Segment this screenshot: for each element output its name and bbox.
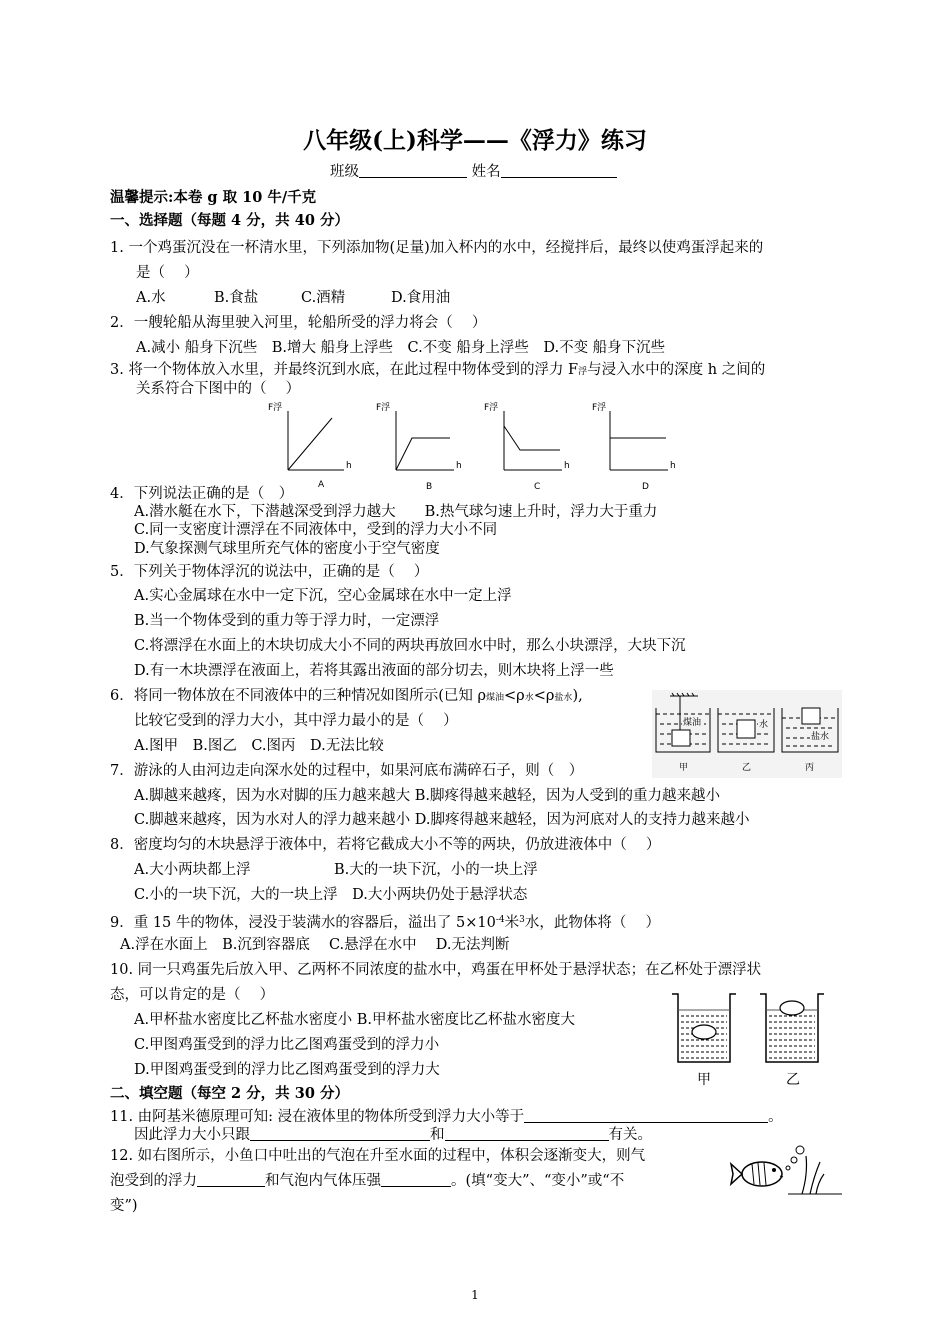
- q7-options-cd: C.脚越来越疼，因为水对人的浮力越来越小 D.脚疼得越来越轻，因为河底对人的支持力越来越小: [134, 812, 750, 828]
- q9-stem-part1: 9．重 15 牛的物体，浸没于装满水的容器后，溢出了 5×10: [110, 915, 496, 931]
- graph-a-y-label: F浮: [268, 403, 283, 413]
- graph-c: [484, 401, 570, 492]
- q12-line2: [110, 1172, 624, 1190]
- class-label: 班级: [330, 164, 359, 180]
- q11-line2: [134, 1126, 652, 1144]
- liquid-brine-label: 盐水: [811, 732, 830, 742]
- graph-b-y-label: F浮: [376, 403, 391, 413]
- q10-option-c: C.甲图鸡蛋受到的浮力比乙图鸡蛋受到的浮力小: [134, 1037, 440, 1053]
- q5-option-d: D.有一木块漂浮在液面上，若将其露出液面的部分切去，则木块将上浮一些: [134, 663, 614, 679]
- graph-d: [592, 401, 676, 492]
- q6-lt2: <ρ: [533, 688, 555, 704]
- graph-a: [268, 401, 352, 490]
- liquid-water-label: 水: [759, 720, 769, 730]
- fig-label-yi: 乙: [742, 763, 752, 773]
- q9-stem: [110, 911, 660, 932]
- graph-a-x-label: h: [346, 461, 352, 471]
- q4-option-d: D.气象探测气球里所充气体的密度小于空气密度: [134, 541, 440, 557]
- q4-stem: 4．下列说法正确的是（ ）: [110, 486, 294, 502]
- q7-stem: 7．游泳的人由河边走向深水处的过程中，如果河底布满碎石子，则（ ）: [110, 763, 584, 779]
- q1-stem-line2: 是（ ）: [136, 265, 199, 281]
- beaker-label-yi: 乙: [786, 1072, 800, 1088]
- liquid-kerosene-label: 煤油: [683, 718, 702, 728]
- q1-option-c: C.酒精: [301, 290, 346, 306]
- q11-blank-3[interactable]: [445, 1126, 609, 1141]
- q8-options-cd: C.小的一块下沉，大的一块上浮 D.大小两块仍处于悬浮状态: [134, 887, 528, 903]
- q1-stem-line1: 1. 一个鸡蛋沉没在一杯清水里，下列添加物(足量)加入杯内的水中，经搅拌后，最终以使鸡蛋浮起来的: [110, 240, 764, 256]
- q12-stem-part2: 和气泡内气体压强: [265, 1173, 381, 1189]
- q6-figure: [652, 690, 842, 778]
- fig-label-bing: 丙: [805, 763, 815, 773]
- q9-stem-part3: 水，此物体将（ ）: [524, 915, 660, 931]
- q6-sub-water: 水: [524, 693, 534, 703]
- q3-stem-part2: 与浸入水中的深度 h 之间的: [587, 362, 766, 378]
- q3-stem-part1: 3. 将一个物体放入水里，并最终沉到水底，在此过程中物体受到的浮力 F: [110, 362, 579, 378]
- q6-stem-part1: 6．将同一物体放在不同液体中的三种情况如图所示(已知 ρ: [110, 688, 487, 704]
- q10-options-ab: A.甲杯盐水密度比乙杯盐水密度小 B.甲杯盐水密度比乙杯盐水密度大: [134, 1012, 575, 1028]
- name-blank[interactable]: [501, 163, 617, 178]
- q9-exponent1: -4: [495, 915, 505, 925]
- q6-options: A.图甲 B.图乙 C.图丙 D.无法比较: [134, 738, 384, 754]
- q6-stem-end: ),: [572, 688, 583, 704]
- q12-line1: 12. 如右图所示，小鱼口中吐出的气泡在升至水面的过程中，体积会逐渐变大，则气: [110, 1148, 646, 1164]
- q4-option-c: C.同一支密度计漂浮在不同液体中，受到的浮力大小不同: [134, 522, 498, 538]
- beaker-jia: [672, 994, 736, 1088]
- q9-exponent2: 3: [519, 915, 525, 925]
- graph-c-label: C: [534, 482, 541, 492]
- q3-graphs: [262, 398, 682, 493]
- q12-blank-2[interactable]: [381, 1172, 451, 1187]
- graph-d-y-label: F浮: [592, 403, 607, 413]
- egg-yi: [780, 1001, 804, 1015]
- graph-b-label: B: [426, 482, 433, 492]
- q5-stem: 5．下列关于物体浮沉的说法中，正确的是（ ）: [110, 564, 429, 580]
- page-number: 1: [471, 1288, 479, 1302]
- beaker-yi: [760, 994, 824, 1088]
- q3-stem-line1: [110, 361, 765, 381]
- graph-b-x-label: h: [456, 461, 462, 471]
- egg-jia: [692, 1025, 716, 1039]
- q11-blank-2[interactable]: [250, 1126, 430, 1141]
- beaker-label-jia: 甲: [697, 1072, 711, 1088]
- q11-stem-part4: 有关。: [608, 1127, 652, 1143]
- q8-stem: 8．密度均匀的木块悬浮于液体中，若将它截成大小不等的两块，仍放进液体中（ ）: [110, 837, 661, 853]
- q6-sub-brine: 盐水: [554, 693, 573, 703]
- fig-label-jia: 甲: [679, 763, 689, 773]
- q11-stem-part3: 和: [430, 1127, 445, 1143]
- fish-bubbles-figure: [728, 1144, 844, 1200]
- q1-option-a: A.水: [136, 290, 166, 306]
- q9-stem-part2: 米: [504, 915, 520, 931]
- graph-d-label: D: [642, 482, 649, 492]
- graph-c-y-label: F浮: [484, 403, 499, 413]
- q4-options-ab: A.潜水艇在水下，下潜越深受到浮力越大 B.热气球匀速上升时，浮力大于重力: [134, 504, 658, 520]
- q1-option-b: B.食盐: [214, 290, 259, 306]
- q12-stem-part1: 泡受到的浮力: [110, 1173, 197, 1189]
- q11-blank-1[interactable]: [524, 1108, 768, 1123]
- q5-option-c: C.将漂浮在水面上的木块切成大小不同的两块再放回水中时，那么小块漂浮，大块下沉: [134, 638, 686, 654]
- student-info-line: [330, 163, 617, 181]
- q11-stem-part2: 因此浮力大小只跟: [134, 1127, 250, 1143]
- q2-stem: 2．一艘轮船从海里驶入河里，轮船所受的浮力将会（ ）: [110, 315, 487, 331]
- graph-c-x-label: h: [564, 461, 570, 471]
- q3-subscript: 浮: [578, 367, 588, 377]
- q12-stem-part3: 。(填“变大”、“变小”或“不: [451, 1173, 625, 1189]
- tip: 温馨提示:本卷 g 取 10 牛/千克: [110, 189, 317, 206]
- name-label: 姓名: [471, 164, 501, 180]
- graph-a-label: A: [318, 480, 325, 490]
- q1-option-d: D.食用油: [391, 290, 451, 306]
- q10-stem-line2: 态，可以肯定的是（ ）: [110, 987, 275, 1003]
- q2-options: A.减小 船身下沉些 B.增大 船身上浮些 C.不变 船身上浮些 D.不变 船身下沉些: [136, 340, 666, 356]
- q3-stem-line2: 关系符合下图中的（ ）: [136, 381, 301, 397]
- q8-option-b: B.大的一块下沉，小的一块上浮: [334, 862, 538, 878]
- q10-stem-line1: 10. 同一只鸡蛋先后放入甲、乙两杯不同浓度的盐水中，鸡蛋在甲杯处于悬浮状态；在乙杯处于漂浮状: [110, 962, 762, 978]
- section-2-heading: 二、填空题（每空 2 分，共 30 分）: [110, 1085, 349, 1102]
- q8-option-a: A.大小两块都上浮: [134, 862, 251, 878]
- graph-b: [376, 401, 462, 492]
- q9-options: A.浮在水面上 B.沉到容器底 C.悬浮在水中 D.无法判断: [120, 937, 510, 953]
- q6-sub-kerosene: 煤油: [486, 693, 505, 703]
- q12-line3: 变”): [110, 1198, 138, 1214]
- q10-figure: [668, 988, 844, 1090]
- q11-line1: [110, 1108, 783, 1126]
- page-title: 八年级(上)科学——《浮力》练习: [303, 127, 647, 154]
- q5-option-b: B.当一个物体受到的重力等于浮力时，一定漂浮: [134, 613, 440, 629]
- q12-blank-1[interactable]: [197, 1172, 265, 1187]
- q11-stem-end: 。: [768, 1109, 783, 1125]
- bubble-icon: [786, 1146, 804, 1170]
- q6-lt1: <ρ: [504, 688, 525, 704]
- q7-options-ab: A.脚越来越疼，因为水对脚的压力越来越大 B.脚疼得越来越轻，因为人受到的重力越来越小: [134, 788, 720, 804]
- q6-stem-line1: [110, 687, 583, 707]
- q6-stem-line2: 比较它受到的浮力大小，其中浮力最小的是（ ）: [134, 713, 458, 729]
- section-1-heading: 一、选择题（每题 4 分，共 40 分）: [110, 212, 349, 229]
- q5-option-a: A.实心金属球在水中一定下沉，空心金属球在水中一定上浮: [134, 588, 512, 604]
- q10-option-d: D.甲图鸡蛋受到的浮力比乙图鸡蛋受到的浮力大: [134, 1062, 440, 1078]
- class-blank[interactable]: [359, 163, 467, 178]
- graph-d-x-label: h: [670, 461, 676, 471]
- fish-icon: [731, 1162, 783, 1186]
- q11-stem-part1: 11. 由阿基米德原理可知: 浸在液体里的物体所受到浮力大小等于: [110, 1109, 525, 1125]
